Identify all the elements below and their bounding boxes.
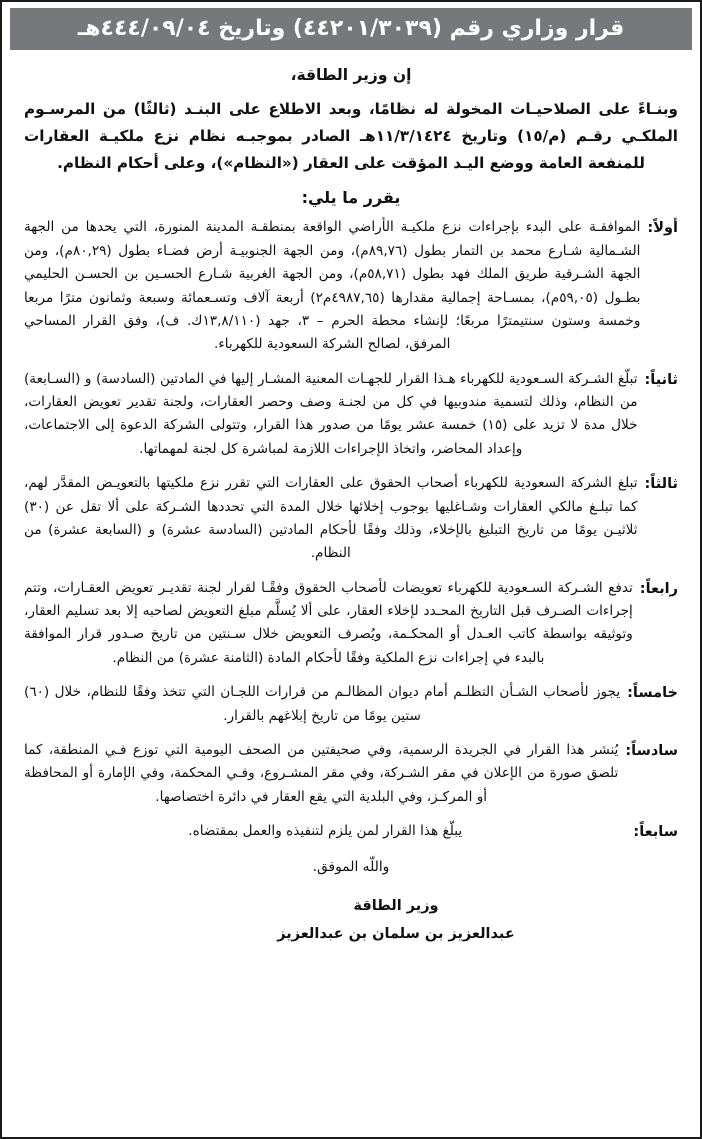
clause-label: أولاً: (647, 220, 678, 237)
decree-header-bar (10, 8, 692, 50)
decree-number-and-date-title: قرار وزاري رقم (٤٤٢٠١/٣٠٣٩) وتاريخ ٤٤٤/٠٩/٠٤هـ (77, 16, 625, 42)
clause-label: سادساً: (625, 742, 678, 759)
clause-text: يجوز لأصحاب الشـأن التظلـم أمام ديوان المظالـم من قرارات اللجـان التي تتخذ وفقًا للنظام، خلال (٦٠) ستين يومًا من تاريخ إبلاغهم بالقرار. (24, 684, 621, 724)
signature-block (24, 893, 678, 947)
clause-text: تبلّغ الشـركة السـعودية للكهرباء هـذا القرار للجهـات المعنية المشـار إليها في المادتين (السادسة) و (السـابعة) من النظام، وذلك لتسمية مندوبيها في كل من لجنـة وصف وحصر العقارات، ولجنة تقدير تعويض العقارات، خلال مدة لا تزيد على (١٥) خمسة عشر يومًا من صدور هذا القرار، وتتولى الشركة الدعوة إلى الاجتماعات، وإعداد المحاضر، واتخاذ الإجراءات اللازمة لمباشرة كل لجنة لمهماتها. (24, 370, 638, 457)
decree-body (2, 50, 700, 955)
signatory-role: وزير الطاقة (353, 898, 439, 915)
closing-invocation: واللّه الموفق. (312, 858, 390, 875)
salutation-line: إن وزير الطاقة، (290, 66, 412, 84)
clause-text: يبلّغ هذا القرار لمن يلزم لتنفيذه والعمل بمقتضاه. (188, 823, 463, 840)
clause-item (24, 820, 678, 845)
clause-text: يُنشر هذا القرار في الجريدة الرسمية، وفي صحيفتين من الصحف اليومية التي توزع فـي المنطقة، كما تلصق صورة من الإعلان في مقر الشـركة، وفي مقر المشـروع، وفـي المحكمة، وفي الإمارة أو المحافظة أو المركـز، وفي البلدية التي يقع العقار في دائرة اختصاصها. (24, 741, 619, 805)
clause-label: سابعاً: (633, 824, 678, 841)
clause-item (24, 472, 678, 566)
clause-label: ثالثاً: (644, 476, 678, 493)
clause-item (24, 368, 678, 462)
clause-text: تدفع الشـركة السـعودية للكهرباء تعويضات لأصحاب الحقوق وفقًـا لقرار لجنة تقديـر تعويض العقـارات، وتتم إجراءات الصـرف قبل التاريخ المحـدد لإخلاء العقار، على ألا يُسلَّم مبلغ التعويض لصاحبه إلا بعد تسليم العقار، وتوثيقه بواسطة كاتب العـدل أو المحكـمة، ويُصرف التعويض خلال سـنتين من تاريخ صـدور قرار الموافقة بالبدء في إجراءات نزع الملكية وفقًا لأحكام المادة (الثامنة عشرة) من النظام. (24, 579, 633, 666)
clause-label: ثانياً: (644, 371, 678, 388)
clause-item (24, 739, 678, 809)
clause-label: خامساً: (627, 685, 678, 702)
preamble-paragraph: وبنـاءً على الصلاحيـات المخولة له نظامًا، وبعد الاطلاع على البنـد (ثالثًا) من المرسـوم الملكـي رقـم (م/١٥) وتاريخ ١١/٣/١٤٢٤هـ الصادر بموجبـه نظام نزع ملكيـة العقارات للمنفعة العامة ووضع اليـد المؤقت على العقار («النظام»)، وعلى أحكام النظام. (24, 100, 678, 173)
signatory-name: عبدالعزيز بن سلمان بن عبدالعزيز (277, 925, 515, 942)
clause-item (24, 577, 678, 671)
resolves-heading: يقرر ما يلي: (301, 188, 401, 208)
clause-item (24, 216, 678, 356)
clause-item (24, 681, 678, 728)
clause-text: الموافقـة على البدء بإجراءات نزع ملكيـة الأراضي الواقعة بمنطقـة المدينة المنورة، التي يحدها من الجهة الشـمالية شـارع محمد بن التمار بطول (٨٩,٧٦م)، ومن الجهة الجنوبيـة أرض فضـاء بطول (٨٠,٢٩م)، ومن الجهة الشـرقية طريق الملك فهد بطول (٥٨,٧١م)، ومن الجهة الغربية شـارع الحسـين بن الحسـن الحليمي بطـول (٥٩,٠٥م)، بمسـاحة إجمالية مقدارها (٤٩٨٧,٦٥م٢) أربعة آلاف وتسـعمائة وسبعة وثمانون مترًا مربعا وخمسة وستون سنتيمترًا مربعًا؛ لإنشاء محطة الحرم – ٣، جهد (١٣,٨/١١٠ك. ف)، وفق القرار المساحي المرفق، لصالح الشركة السعودية للكهرباء. (24, 219, 641, 353)
clause-label: رابعاً: (639, 580, 678, 597)
clause-text: تبلغ الشركة السعودية للكهرباء أصحاب الحقوق على العقارات التي تقرر نزع ملكيتها بالتعويـض المقدَّر لهم، كما تبلـغ مالكي العقارات وشـاغليها بوجوب إخلائها خلال المدة التي تحددها الشـركة على ألا تقل عن (٣٠) ثلاثيـن يومًا من تاريخ التبليغ بالإخلاء، وذلك وفقًا لأحكام المادتين (السادسة عشرة) و (السابعة عشرة) من النظام. (24, 475, 638, 562)
